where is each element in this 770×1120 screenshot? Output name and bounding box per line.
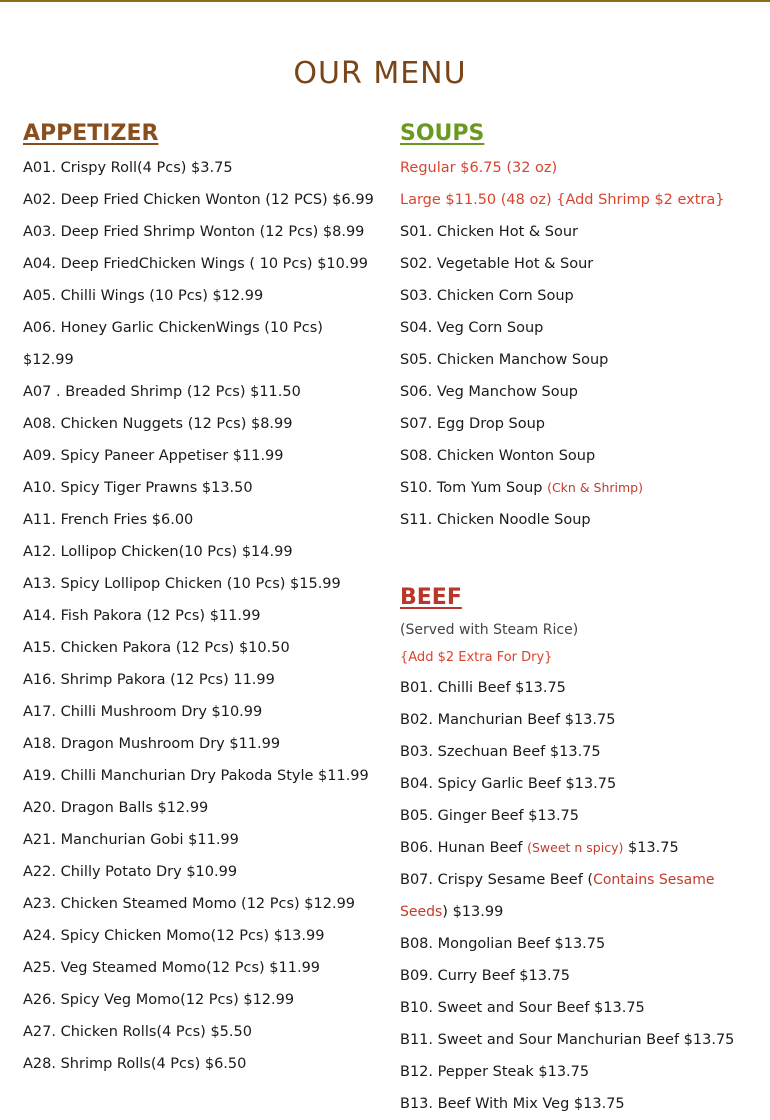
menu-item-b13: B13. Beef With Mix Veg $13.75 [400,1096,625,1112]
menu-item-a26: A26. Spicy Veg Momo(12 Pcs) $12.99 [23,992,295,1008]
menu-item-s10 [400,472,760,504]
b06-name: B06. Hunan Beef [400,840,523,856]
soups-section [400,116,760,536]
b07-name: B07. Crispy Sesame Beef ( [400,872,594,888]
soups-list [400,152,760,536]
menu-item-a15: A15. Chicken Pakora (12 Pcs) $10.50 [23,640,290,656]
menu-item-b10: B10. Sweet and Sour Beef $13.75 [400,1000,645,1016]
menu-item-s01: S01. Chicken Hot & Sour [400,224,579,240]
soup-size-large: Large $11.50 (48 oz) {Add Shrimp $2 extra} [400,192,725,208]
menu-item-a20: A20. Dragon Balls $12.99 [23,800,209,816]
menu-item-s03: S03. Chicken Corn Soup [400,288,574,304]
menu-item-b09: B09. Curry Beef $13.75 [400,968,571,984]
menu-item-s06: S06. Veg Manchow Soup [400,384,578,400]
menu-item-b06 [400,832,760,864]
menu-item-a21: A21. Manchurian Gobi $11.99 [23,832,239,848]
page-title: OUR MENU [293,56,467,91]
menu-item-a19: A19. Chilli Manchurian Dry Pakoda Style $11.99 [23,768,369,784]
b06-price: $13.75 [627,840,679,856]
menu-item-a04: A04. Deep FriedChicken Wings ( 10 Pcs) $10.99 [23,256,368,272]
menu-item-a10: A10. Spicy Tiger Prawns $13.50 [23,480,253,496]
appetizer-list [23,152,375,1080]
menu-item-a09: A09. Spicy Paneer Appetiser $11.99 [23,448,284,464]
menu-item-s05: S05. Chicken Manchow Soup [400,352,609,368]
menu-item-b04: B04. Spicy Garlic Beef $13.75 [400,776,617,792]
menu-item-a06: A06. Honey Garlic ChickenWings (10 Pcs) $12.99 [23,320,323,368]
beef-extra-note: {Add $2 Extra For Dry} [400,650,553,665]
top-rule [0,0,770,2]
menu-item-a18: A18. Dragon Mushroom Dry $11.99 [23,736,281,752]
beef-served-note: (Served with Steam Rice) [400,622,579,638]
menu-item-a23: A23. Chicken Steamed Momo (12 Pcs) $12.99 [23,896,356,912]
menu-item-b05: B05. Ginger Beef $13.75 [400,808,580,824]
beef-list [400,672,760,1120]
menu-item-b02: B02. Manchurian Beef $13.75 [400,712,616,728]
b07-note: Contains Sesame Seeds [400,872,715,920]
menu-item-a25: A25. Veg Steamed Momo(12 Pcs) $11.99 [23,960,321,976]
menu-item-b11: B11. Sweet and Sour Manchurian Beef $13.75 [400,1032,735,1048]
beef-section [400,580,760,1120]
menu-item-s04: S04. Veg Corn Soup [400,320,544,336]
menu-item-a12: A12. Lollipop Chicken(10 Pcs) $14.99 [23,544,293,560]
menu-item-a13: A13. Spicy Lollipop Chicken (10 Pcs) $15.99 [23,576,341,592]
appetizer-heading: APPETIZER [23,121,159,146]
s10-name: S10. Tom Yum Soup [400,480,543,496]
menu-item-a27: A27. Chicken Rolls(4 Pcs) $5.50 [23,1024,252,1040]
menu-item-a03: A03. Deep Fried Shrimp Wonton (12 Pcs) $8.99 [23,224,365,240]
menu-item-a11: A11. French Fries $6.00 [23,512,194,528]
soups-heading: SOUPS [400,121,485,146]
menu-item-b07 [400,864,760,928]
s10-note: (Ckn & Shrimp) [547,480,643,495]
appetizer-section [23,116,375,1080]
menu-item-a28: A28. Shrimp Rolls(4 Pcs) $6.50 [23,1056,247,1072]
menu-item-s02: S02. Vegetable Hot & Sour [400,256,594,272]
menu-item-b12: B12. Pepper Steak $13.75 [400,1064,590,1080]
menu-item-a17: A17. Chilli Mushroom Dry $10.99 [23,704,263,720]
menu-item-a05: A05. Chilli Wings (10 Pcs) $12.99 [23,288,264,304]
menu-item-s08: S08. Chicken Wonton Soup [400,448,596,464]
b06-note: (Sweet n spicy) [527,840,624,855]
menu-item-a01: A01. Crispy Roll(4 Pcs) $3.75 [23,160,233,176]
menu-item-a07: A07 . Breaded Shrimp (12 Pcs) $11.50 [23,384,301,400]
menu-item-s07: S07. Egg Drop Soup [400,416,546,432]
menu-item-a08: A08. Chicken Nuggets (12 Pcs) $8.99 [23,416,293,432]
menu-item-s11: S11. Chicken Noodle Soup [400,512,591,528]
menu-item-b01: B01. Chilli Beef $13.75 [400,680,566,696]
beef-heading: BEEF [400,585,462,610]
b07-price: ) $13.99 [442,904,504,920]
menu-item-a24: A24. Spicy Chicken Momo(12 Pcs) $13.99 [23,928,325,944]
menu-item-a14: A14. Fish Pakora (12 Pcs) $11.99 [23,608,261,624]
menu-item-a22: A22. Chilly Potato Dry $10.99 [23,864,238,880]
menu-item-a02: A02. Deep Fried Chicken Wonton (12 PCS) $6.99 [23,192,374,208]
menu-item-b08: B08. Mongolian Beef $13.75 [400,936,606,952]
soup-size-regular: Regular $6.75 (32 oz) [400,160,558,176]
menu-item-b03: B03. Szechuan Beef $13.75 [400,744,601,760]
menu-item-a16: A16. Shrimp Pakora (12 Pcs) 11.99 [23,672,275,688]
